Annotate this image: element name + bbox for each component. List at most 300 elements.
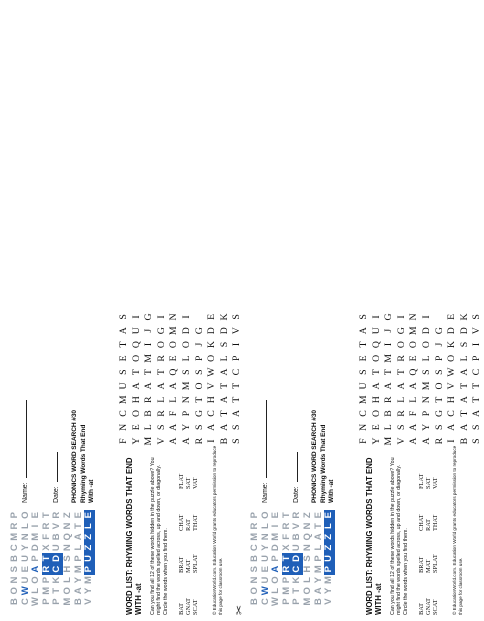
- logo-letter: A: [72, 587, 84, 595]
- puzzle-row: [421, 310, 434, 448]
- logo-letter: O: [61, 587, 73, 595]
- puzzle-letter[interactable]: M: [143, 436, 155, 446]
- logo-letter: N: [249, 576, 260, 584]
- puzzle-letter[interactable]: V: [471, 327, 483, 335]
- puzzle-letter[interactable]: Q: [408, 368, 420, 376]
- puzzle-letter[interactable]: O: [446, 354, 458, 362]
- puzzle-letter[interactable]: A: [130, 382, 142, 390]
- puzzle-letter[interactable]: O: [420, 340, 432, 349]
- logo-letter: O: [249, 587, 260, 595]
- puzzle-letter[interactable]: I: [471, 342, 483, 347]
- puzzle-letter[interactable]: A: [370, 382, 382, 390]
- puzzle-letter[interactable]: A: [471, 409, 483, 418]
- puzzle-letter[interactable]: R: [155, 410, 167, 417]
- puzzle-letter[interactable]: S: [218, 341, 230, 348]
- puzzle-letter[interactable]: N: [180, 396, 192, 404]
- puzzle-letter[interactable]: I: [231, 342, 243, 347]
- puzzle-letter[interactable]: M: [143, 353, 155, 363]
- puzzle-letter[interactable]: T: [231, 382, 243, 389]
- puzzle-letter[interactable]: E: [446, 313, 458, 320]
- puzzle-letter[interactable]: T: [370, 369, 382, 376]
- puzzle-letter[interactable]: T: [358, 341, 369, 348]
- puzzle-letter[interactable]: S: [118, 314, 129, 320]
- puzzle-letter[interactable]: L: [143, 424, 155, 431]
- puzzle-letter[interactable]: I: [370, 315, 382, 319]
- logo-letter: M: [270, 532, 282, 541]
- puzzle-letter[interactable]: A: [408, 437, 420, 445]
- logo-letter: Y: [19, 544, 31, 551]
- name-field[interactable]: [262, 400, 269, 503]
- puzzle-letter[interactable]: D: [446, 327, 458, 335]
- puzzle-letter[interactable]: J: [143, 328, 155, 333]
- puzzle-letter[interactable]: T: [143, 369, 155, 376]
- logo-letter: D: [270, 544, 282, 552]
- logo-letter: L: [72, 544, 84, 551]
- logo-letter: M: [280, 586, 292, 595]
- logo-letter: E: [19, 566, 31, 573]
- puzzle-letter[interactable]: A: [168, 423, 180, 431]
- puzzle-letter[interactable]: R: [383, 396, 395, 403]
- puzzle-letter[interactable]: A: [395, 382, 407, 390]
- puzzle-letter[interactable]: I: [446, 439, 458, 443]
- title-line-1: PHONICS WORD SEARCH #30: [311, 410, 318, 503]
- logo-letter: E: [84, 510, 95, 521]
- puzzle-letter[interactable]: C: [206, 410, 218, 417]
- puzzle-letter[interactable]: C: [118, 410, 129, 417]
- puzzle-letter[interactable]: N: [168, 313, 180, 321]
- logo-grid: [10, 510, 95, 607]
- puzzle-letter[interactable]: U: [130, 327, 142, 335]
- puzzle-letter[interactable]: O: [193, 382, 205, 390]
- logo-letter: C: [249, 544, 260, 552]
- puzzle-letter[interactable]: P: [193, 355, 205, 362]
- name-rule: [26, 400, 27, 478]
- puzzle-letter[interactable]: S: [358, 369, 369, 375]
- puzzle-letter[interactable]: L: [383, 424, 395, 431]
- name-label: Name:: [22, 482, 29, 503]
- puzzle-letter[interactable]: A: [408, 382, 420, 390]
- puzzle-letter[interactable]: L: [408, 396, 420, 403]
- name-rule: [266, 400, 267, 478]
- puzzle-letter[interactable]: K: [218, 313, 230, 321]
- puzzle-letter[interactable]: S: [358, 314, 369, 320]
- logo-letter: T: [40, 512, 52, 519]
- puzzle-letter[interactable]: S: [458, 341, 470, 348]
- puzzle-letter[interactable]: Y: [420, 423, 432, 431]
- puzzle-letter[interactable]: D: [420, 327, 432, 335]
- logo-letter: L: [259, 523, 271, 529]
- puzzle-letter[interactable]: T: [193, 396, 205, 403]
- puzzle-letter[interactable]: A: [231, 409, 243, 418]
- logo-letter: T: [291, 587, 303, 594]
- logo-letter: V: [51, 522, 63, 530]
- logo-letter: R: [291, 511, 303, 519]
- puzzle-letter[interactable]: H: [370, 396, 382, 404]
- word-list-item: FLAT: [418, 473, 425, 489]
- logo-letter: H: [301, 565, 313, 573]
- logo-letter: R: [40, 522, 52, 530]
- logo-row: [250, 510, 261, 607]
- puzzle-letter[interactable]: A: [118, 327, 129, 335]
- puzzle-letter[interactable]: N: [420, 396, 432, 404]
- puzzle-letter[interactable]: Q: [130, 340, 142, 349]
- puzzle-letter[interactable]: O: [206, 354, 218, 362]
- date-field[interactable]: [53, 452, 60, 503]
- logo-letter: E: [30, 512, 42, 519]
- puzzle-letter[interactable]: T: [155, 369, 167, 376]
- puzzle-letter[interactable]: G: [143, 313, 155, 321]
- puzzle-letter[interactable]: M: [408, 326, 420, 336]
- logo-letter: A: [312, 533, 324, 541]
- puzzle-row: [181, 310, 194, 448]
- puzzle-letter[interactable]: F: [408, 410, 420, 417]
- puzzle-letter[interactable]: J: [383, 328, 395, 333]
- puzzle-letter[interactable]: U: [118, 382, 129, 390]
- puzzle-letter[interactable]: M: [118, 395, 129, 405]
- puzzle-letter[interactable]: P: [420, 410, 432, 417]
- puzzle-letter[interactable]: E: [408, 355, 420, 362]
- puzzle-letter[interactable]: U: [358, 382, 369, 390]
- puzzle-letter[interactable]: P: [231, 355, 243, 362]
- puzzle-letter[interactable]: B: [218, 437, 230, 445]
- puzzle-letter[interactable]: O: [408, 340, 420, 349]
- puzzle-letter[interactable]: T: [218, 382, 230, 389]
- puzzle-letter[interactable]: S: [420, 369, 432, 375]
- logo-letter: N: [301, 544, 313, 552]
- puzzle-letter[interactable]: V: [446, 382, 458, 390]
- scissors-icon: ✂: [232, 604, 246, 615]
- logo-letter: M: [323, 576, 335, 584]
- puzzle-letter[interactable]: I: [383, 342, 395, 347]
- logo-letter: P: [280, 576, 292, 584]
- puzzle-letter[interactable]: D: [206, 327, 218, 335]
- puzzle-letter[interactable]: L: [168, 396, 180, 403]
- puzzle-letter[interactable]: M: [383, 436, 395, 446]
- worksheet-title: [71, 410, 97, 503]
- puzzle-letter[interactable]: S: [471, 424, 483, 431]
- puzzle-letter[interactable]: S: [433, 369, 445, 375]
- word-list-item: SAT: [425, 477, 433, 489]
- puzzle-letter[interactable]: F: [118, 438, 129, 444]
- puzzle-letter[interactable]: L: [180, 355, 192, 362]
- puzzle-letter[interactable]: B: [383, 410, 395, 417]
- puzzle-letter[interactable]: G: [433, 327, 445, 335]
- puzzle-letter[interactable]: A: [383, 382, 395, 390]
- puzzle-letter[interactable]: L: [458, 355, 470, 362]
- puzzle-letter[interactable]: O: [370, 409, 382, 418]
- puzzle-letter[interactable]: N: [408, 313, 420, 321]
- logo-row: [63, 510, 74, 607]
- word-list-item: THAT: [192, 514, 200, 531]
- logo-letter: K: [291, 576, 303, 584]
- logo-letter: B: [291, 533, 303, 541]
- puzzle-letter[interactable]: S: [471, 314, 483, 320]
- puzzle-letter[interactable]: L: [155, 396, 167, 403]
- word-list-item: VAT: [432, 477, 440, 489]
- logo-letter: C: [291, 565, 303, 573]
- puzzle-letter[interactable]: T: [118, 341, 129, 348]
- logo-letter: R: [280, 565, 292, 573]
- puzzle-letter[interactable]: O: [180, 340, 192, 349]
- puzzle-letter[interactable]: O: [168, 340, 180, 349]
- puzzle-letter[interactable]: A: [168, 437, 180, 445]
- puzzle-letter[interactable]: T: [458, 382, 470, 389]
- worksheet-copy-2: [240, 0, 483, 621]
- puzzle-letter[interactable]: T: [458, 410, 470, 417]
- puzzle-letter[interactable]: A: [408, 423, 420, 431]
- logo-letter: L: [84, 521, 95, 532]
- puzzle-letter[interactable]: I: [155, 315, 167, 319]
- logo-letter: W: [19, 586, 31, 596]
- puzzle-letter[interactable]: A: [458, 423, 470, 431]
- puzzle-letter[interactable]: A: [218, 423, 230, 431]
- logo-letter: A: [30, 565, 42, 573]
- puzzle-letter[interactable]: Q: [168, 368, 180, 376]
- puzzle-letter[interactable]: V: [395, 437, 407, 445]
- puzzle-letter[interactable]: N: [118, 423, 129, 431]
- logo-letter: U: [259, 576, 271, 584]
- puzzle-letter[interactable]: A: [155, 382, 167, 390]
- puzzle-letter[interactable]: A: [458, 368, 470, 376]
- puzzle-letter[interactable]: Y: [130, 437, 142, 445]
- puzzle-letter[interactable]: B: [458, 437, 470, 445]
- word-list-item: BAT: [418, 602, 425, 615]
- puzzle-letter[interactable]: U: [370, 327, 382, 335]
- date-rule: [297, 452, 298, 482]
- puzzle-letter[interactable]: S: [155, 424, 167, 431]
- puzzle-letter[interactable]: G: [193, 409, 205, 418]
- puzzle-letter[interactable]: O: [370, 354, 382, 362]
- logo-letter: Y: [312, 576, 324, 584]
- puzzle-letter[interactable]: Y: [370, 437, 382, 445]
- puzzle-letter[interactable]: L: [395, 396, 407, 403]
- puzzle-row: [143, 310, 156, 448]
- logo-letter: E: [72, 512, 84, 519]
- logo-letter: M: [312, 565, 324, 574]
- puzzle-letter[interactable]: I: [420, 315, 432, 319]
- logo-letter: R: [280, 522, 292, 530]
- logo-letter: T: [42, 553, 53, 564]
- puzzle-letter[interactable]: A: [180, 437, 192, 445]
- puzzle-letter[interactable]: K: [458, 313, 470, 321]
- puzzle-letter[interactable]: O: [155, 340, 167, 349]
- word-list-instructions: Can you find all 12 of these words hidden in the puzzle above? You might find the words spelled across, up and down, or diagonally. Circle the words when you find them.: [150, 457, 169, 615]
- puzzle-letter[interactable]: V: [231, 327, 243, 335]
- puzzle-row: [156, 310, 169, 448]
- puzzle-letter[interactable]: S: [231, 314, 243, 320]
- puzzle-letter[interactable]: W: [446, 367, 458, 377]
- puzzle-letter[interactable]: O: [395, 340, 407, 349]
- puzzle-letter[interactable]: E: [118, 355, 129, 362]
- logo-letter: M: [30, 532, 42, 541]
- puzzle-letter[interactable]: S: [395, 424, 407, 431]
- puzzle-letter[interactable]: I: [395, 315, 407, 319]
- puzzle-letter[interactable]: C: [231, 368, 243, 376]
- logo-letter: T: [51, 587, 63, 594]
- puzzle-letter[interactable]: A: [143, 382, 155, 390]
- logo-letter: P: [324, 564, 335, 575]
- puzzle-letter[interactable]: D: [458, 327, 470, 335]
- puzzle-letter[interactable]: R: [395, 355, 407, 362]
- puzzle-letter[interactable]: O: [433, 382, 445, 390]
- logo-letter: A: [312, 587, 324, 595]
- logo-row: [324, 510, 335, 607]
- puzzle-letter[interactable]: L: [218, 355, 230, 362]
- logo-letter: U: [19, 554, 31, 562]
- puzzle-letter[interactable]: S: [193, 369, 205, 375]
- puzzle-letter[interactable]: P: [180, 410, 192, 417]
- logo-letter: M: [83, 576, 95, 584]
- logo-letter: W: [259, 586, 271, 596]
- name-field[interactable]: [22, 400, 29, 503]
- logo-letter: O: [30, 576, 42, 584]
- puzzle-letter[interactable]: A: [420, 437, 432, 445]
- logo-letter: P: [30, 555, 42, 562]
- puzzle-letter[interactable]: E: [168, 355, 180, 362]
- logo-letter: U: [291, 544, 303, 552]
- logo-letter: T: [280, 512, 292, 519]
- puzzle-letter[interactable]: P: [433, 355, 445, 362]
- puzzle-letter[interactable]: T: [433, 396, 445, 403]
- puzzle-letter[interactable]: S: [193, 424, 205, 431]
- puzzle-letter[interactable]: S: [180, 369, 192, 375]
- logo-letter: Z: [84, 542, 95, 553]
- puzzle-letter[interactable]: H: [130, 396, 142, 404]
- puzzle-letter[interactable]: A: [358, 327, 369, 335]
- puzzle-letter[interactable]: T: [383, 369, 395, 376]
- logo-letter: P: [51, 598, 63, 605]
- puzzle-letter[interactable]: K: [206, 340, 218, 349]
- puzzle-letter[interactable]: I: [143, 342, 155, 347]
- puzzle-letter[interactable]: T: [130, 369, 142, 376]
- logo-letter: Y: [323, 587, 335, 594]
- puzzle-letter[interactable]: F: [358, 438, 369, 444]
- puzzle-letter[interactable]: E: [358, 355, 369, 362]
- puzzle-letter[interactable]: J: [193, 342, 205, 347]
- puzzle-letter[interactable]: M: [420, 381, 432, 391]
- puzzle-letter[interactable]: A: [446, 423, 458, 431]
- puzzle-row: [446, 310, 459, 448]
- puzzle-letter[interactable]: D: [218, 327, 230, 335]
- word-list-item: CHAT: [178, 514, 185, 531]
- puzzle-letter[interactable]: I: [206, 439, 218, 443]
- word-list-item: GNAT: [425, 597, 433, 615]
- puzzle-letter[interactable]: G: [433, 409, 445, 418]
- logo-letter: T: [282, 553, 293, 564]
- puzzle-letter[interactable]: T: [471, 382, 483, 389]
- puzzle-letter[interactable]: A: [218, 368, 230, 376]
- puzzle-letter[interactable]: H: [446, 396, 458, 404]
- puzzle-letter[interactable]: M: [383, 353, 395, 363]
- puzzle-letter[interactable]: E: [206, 313, 218, 320]
- puzzle-letter[interactable]: R: [143, 396, 155, 403]
- word-list-item: BRAT: [418, 556, 425, 573]
- puzzle-letter[interactable]: R: [433, 437, 445, 445]
- logo-row: [84, 510, 95, 607]
- puzzle-letter[interactable]: T: [218, 410, 230, 417]
- logo-letter: A: [72, 533, 84, 541]
- puzzle-letter[interactable]: A: [458, 396, 470, 404]
- puzzle-letter[interactable]: R: [193, 437, 205, 445]
- puzzle-letter[interactable]: M: [358, 395, 369, 405]
- puzzle-letter[interactable]: A: [206, 423, 218, 431]
- puzzle-letter[interactable]: I: [130, 315, 142, 319]
- puzzle-letter[interactable]: A: [168, 382, 180, 390]
- puzzle-letter[interactable]: O: [130, 409, 142, 418]
- date-field[interactable]: [293, 452, 300, 503]
- puzzle-letter[interactable]: O: [130, 354, 142, 362]
- logo-letter: H: [61, 565, 73, 573]
- puzzle-letter[interactable]: S: [433, 424, 445, 431]
- puzzle-letter[interactable]: B: [143, 410, 155, 417]
- puzzle-letter[interactable]: V: [155, 437, 167, 445]
- puzzle-letter[interactable]: C: [471, 368, 483, 376]
- puzzle-letter[interactable]: G: [155, 327, 167, 335]
- puzzle-letter[interactable]: I: [180, 315, 192, 319]
- puzzle-letter[interactable]: J: [433, 342, 445, 347]
- title-line-2: Rhyming Words That End: [79, 424, 87, 503]
- puzzle-letter[interactable]: C: [358, 410, 369, 417]
- puzzle-letter[interactable]: G: [383, 313, 395, 321]
- puzzle-letter[interactable]: S: [231, 424, 243, 431]
- logo-letter: V: [323, 598, 335, 605]
- logo-letter: B: [51, 533, 63, 541]
- puzzle-letter[interactable]: E: [130, 424, 142, 431]
- puzzle-letter[interactable]: Q: [370, 340, 382, 349]
- logo-letter: T: [312, 523, 324, 529]
- puzzle-letter[interactable]: V: [206, 382, 218, 390]
- puzzle-letter[interactable]: K: [446, 340, 458, 349]
- puzzle-letter[interactable]: P: [471, 355, 483, 362]
- logo-letter: P: [312, 555, 324, 562]
- puzzle-letter[interactable]: F: [168, 410, 180, 417]
- puzzle-letter[interactable]: T: [395, 369, 407, 376]
- logo-letter: Z: [324, 531, 335, 542]
- word-list-item: THAT: [432, 514, 440, 531]
- puzzle-letter[interactable]: A: [218, 396, 230, 404]
- puzzle-letter[interactable]: S: [118, 369, 129, 375]
- puzzle-letter[interactable]: S: [471, 438, 483, 444]
- puzzle-letter[interactable]: H: [206, 396, 218, 404]
- puzzle-row: [383, 310, 396, 448]
- puzzle-letter[interactable]: C: [446, 410, 458, 417]
- puzzle-letter[interactable]: R: [395, 410, 407, 417]
- logo-letter: M: [40, 586, 52, 595]
- puzzle-letter[interactable]: G: [395, 327, 407, 335]
- logo-letter: V: [83, 598, 95, 605]
- puzzle-letter[interactable]: L: [420, 355, 432, 362]
- puzzle-letter[interactable]: M: [168, 326, 180, 336]
- logo-letter: B: [9, 598, 20, 606]
- puzzle-letter[interactable]: E: [370, 424, 382, 431]
- puzzle-letter[interactable]: Y: [180, 423, 192, 431]
- puzzle-letter[interactable]: T: [231, 396, 243, 403]
- puzzle-letter[interactable]: S: [231, 438, 243, 444]
- puzzle-letter[interactable]: T: [471, 396, 483, 403]
- logo-letter: V: [291, 522, 303, 530]
- puzzle-letter[interactable]: G: [193, 327, 205, 335]
- puzzle-letter[interactable]: R: [155, 355, 167, 362]
- puzzle-letter[interactable]: W: [206, 367, 218, 377]
- puzzle-letter[interactable]: N: [358, 423, 369, 431]
- title-line-2: Rhyming Words That End: [319, 424, 327, 503]
- puzzle-letter[interactable]: D: [180, 327, 192, 335]
- puzzle-letter[interactable]: M: [180, 381, 192, 391]
- logo-letter: P: [291, 598, 303, 605]
- logo-letter: B: [72, 598, 84, 606]
- logo-letter: U: [51, 544, 63, 552]
- logo-letter: I: [270, 524, 282, 528]
